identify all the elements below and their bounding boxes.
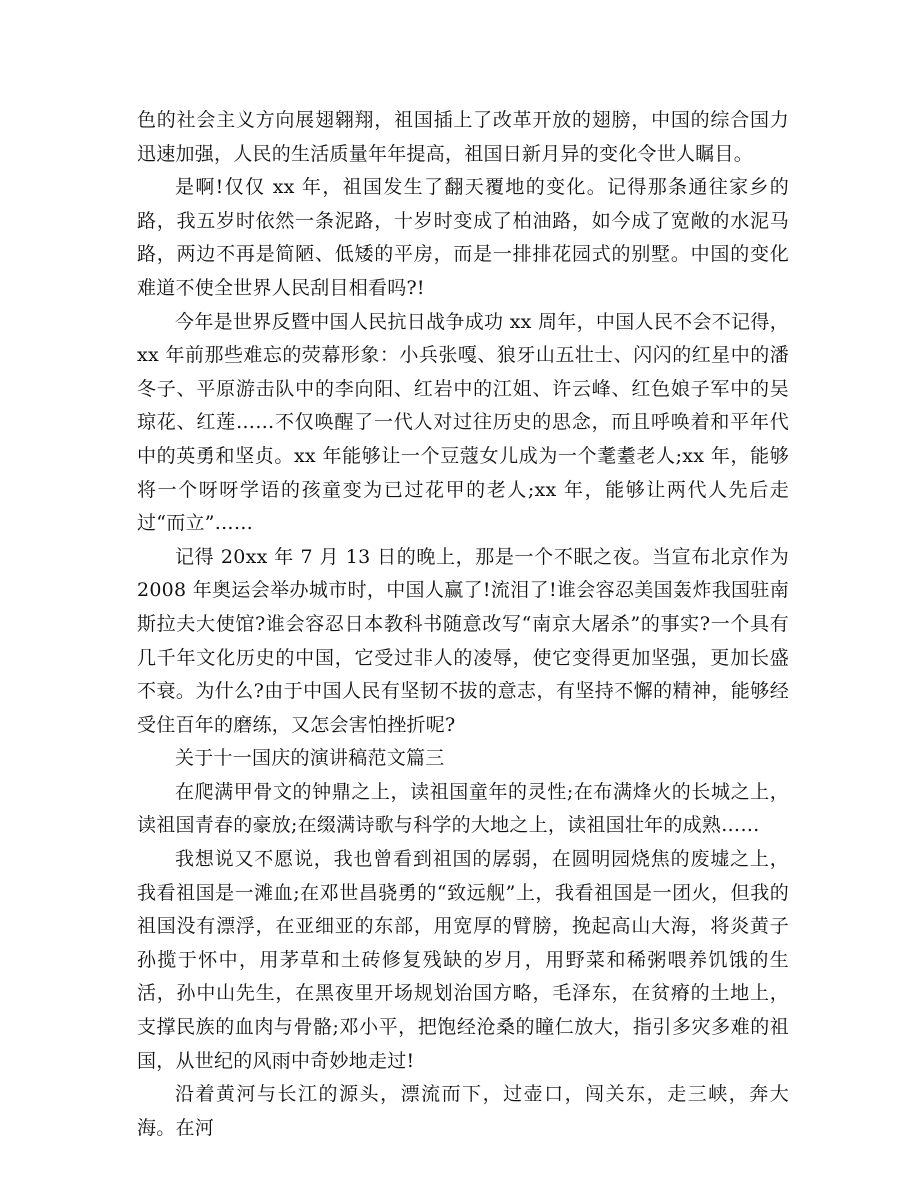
paragraph-2: 是啊!仅仅 xx 年，祖国发生了翻天覆地的变化。记得那条通往家乡的路，我五岁时依然一条泥路，十岁时变成了柏油路，如今成了宽敞的水泥马路，两边不再是简陋、低矮的平房，而是一排排花园式的别墅。中国的变化难道不使全世界人民刮目相看吗?! — [137, 176, 789, 299]
paragraph-4: 记得 20xx 年 7 月 13 日的晚上，那是一个不眠之夜。当宣布北京作为 2008 年奥运会举办城市时，中国人赢了!流泪了!谁会容忍美国轰炸我国驻南斯拉夫大使馆?谁会容忍日本教科书随意改写“南京大屠杀”的事实?一个具有几千年文化历史的中国，它受过非人的凌辱，使它变得更加坚强，更加长盛不衰。为什么?由于中国人民有坚韧不拔的意志，有坚持不懈的精神，能够经受住百年的磨练，又怎会害怕挫折呢? — [137, 545, 789, 736]
paragraph-7: 沿着黄河与长江的源头，漂流而下，过壶口，闯关东，走三峡，奔大海。在河 — [137, 1083, 789, 1139]
paragraph-1: 色的社会主义方向展翅翱翔，祖国插上了改革开放的翅膀，中国的综合国力迅速加强，人民的生活质量年年提高，祖国日新月异的变化令世人瞩目。 — [137, 109, 789, 165]
paragraph-6: 我想说又不愿说，我也曾看到祖国的孱弱，在圆明园烧焦的废墟之上，我看祖国是一滩血;在邓世昌骁勇的“致远舰”上，我看祖国是一团火，但我的祖国没有漂浮，在亚细亚的东部，用宽厚的臂膀，挽起高山大海，将炎黄子孙揽于怀中，用茅草和土砖修复残缺的岁月，用野菜和稀粥喂养饥饿的生活，孙中山先生，在黑夜里开场规划治国方略，毛泽东，在贫瘠的土地上，支撑民族的血肉与骨骼;邓小平，把饱经沧桑的瞳仁放大，指引多灾多难的祖国，从世纪的风雨中奇妙地走过! — [137, 848, 789, 1072]
paragraph-3: 今年是世界反暨中国人民抗日战争成功 xx 周年，中国人民不会不记得，xx 年前那些难忘的荧幕形象：小兵张嘎、狼牙山五壮士、闪闪的红星中的潘冬子、平原游击队中的李向阳、红岩中的江姐、许云峰、红色娘子军中的吴琼花、红莲……不仅唤醒了一代人对过往历史的思念，而且呼唤着和平年代中的英勇和坚贞。xx 年能够让一个豆蔻女儿成为一个耄耋老人;xx 年，能够将一个呀呀学语的孩童变为已过花甲的老人;xx 年，能够让两代人先后走过“而立”…… — [137, 310, 789, 535]
document-page — [137, 104, 789, 1145]
paragraph-5: 在爬满甲骨文的钟鼎之上，读祖国童年的灵性;在布满烽火的长城之上，读祖国青春的豪放;在缀满诗歌与科学的大地之上，读祖国壮年的成熟…… — [137, 780, 789, 837]
section-heading: 关于十一国庆的演讲稿范文篇三 — [175, 747, 445, 770]
